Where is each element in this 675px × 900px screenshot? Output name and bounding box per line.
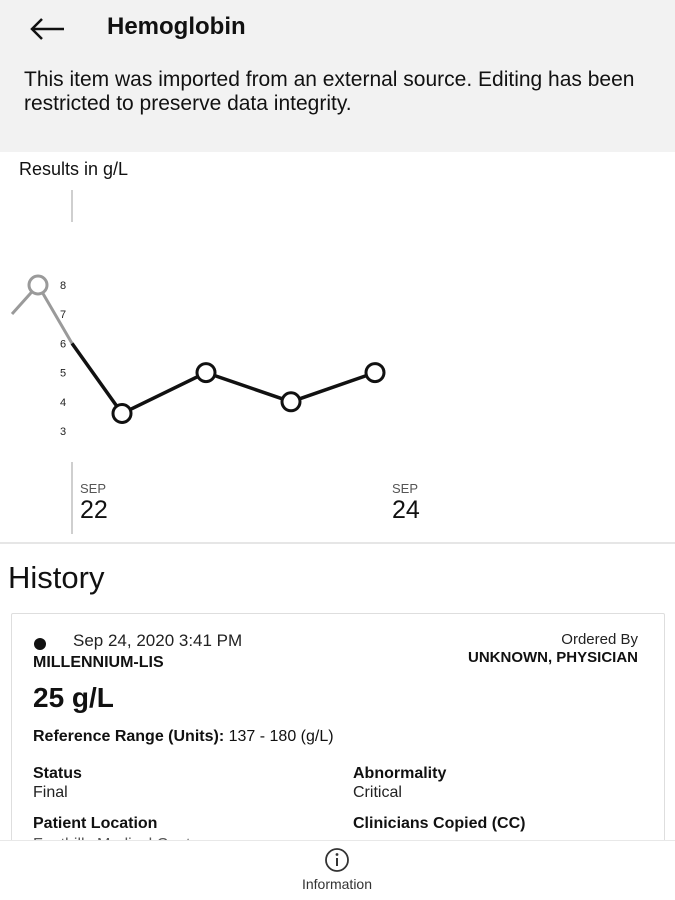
reference-range-label: Reference Range (Units):: [33, 728, 225, 745]
history-entry-card[interactable]: [11, 613, 665, 848]
abnormality-label: Abnormality: [353, 765, 447, 782]
bullet-dot: [34, 638, 46, 650]
x-tick-month: SEP: [80, 481, 107, 496]
ordered-by-label: Ordered By: [561, 631, 638, 648]
data-point: [282, 393, 300, 411]
status-label: Status: [33, 765, 82, 782]
y-tick-label: 3: [60, 426, 67, 438]
ordered-by-value: UNKNOWN, PHYSICIAN: [467, 649, 638, 666]
header: [0, 0, 675, 152]
import-notice: This item was imported from an external source. Editing has been restricted to preserve data integrity.: [24, 68, 635, 115]
y-tick-label: 6: [60, 338, 67, 351]
information-label: Information: [301, 876, 373, 892]
divider: [0, 542, 675, 544]
page-title: Hemoglobin: [107, 13, 246, 40]
reference-range: [33, 728, 334, 746]
arrow-left-icon: [28, 14, 68, 44]
x-tick-day: 22: [80, 496, 108, 524]
data-point: [197, 364, 215, 382]
data-point: [29, 276, 47, 294]
result-value: 25 g/L: [33, 682, 114, 713]
y-tick-label: 4: [60, 396, 67, 409]
history-heading: History: [8, 560, 105, 595]
information-tab[interactable]: [272, 847, 402, 897]
x-tick-month: SEP: [392, 481, 419, 496]
series-line: [72, 343, 375, 413]
results-chart[interactable]: [0, 152, 675, 542]
info-icon: [324, 847, 350, 873]
data-point: [113, 404, 131, 422]
bottom-navigation: [0, 840, 675, 900]
entry-source: MILLENNIUM-LIS: [33, 654, 164, 671]
patient-location-label: Patient Location: [33, 815, 158, 832]
data-point: [366, 364, 384, 382]
back-button[interactable]: [28, 14, 68, 44]
abnormality-value: Critical: [353, 784, 402, 801]
chart-y-label: Results in g/L: [19, 159, 129, 179]
reference-range-value: 137 - 180 (g/L): [228, 728, 334, 745]
y-tick-label: 5: [60, 367, 67, 380]
x-tick-day: 24: [392, 496, 420, 524]
y-tick-label: 7: [60, 309, 67, 322]
entry-datetime: Sep 24, 2020 3:41 PM: [73, 631, 243, 650]
clinicians-copied-label: Clinicians Copied (CC): [353, 815, 526, 832]
y-tick-label: 8: [60, 280, 67, 292]
chart-canvas: [0, 152, 675, 542]
status-value: Final: [33, 784, 68, 801]
